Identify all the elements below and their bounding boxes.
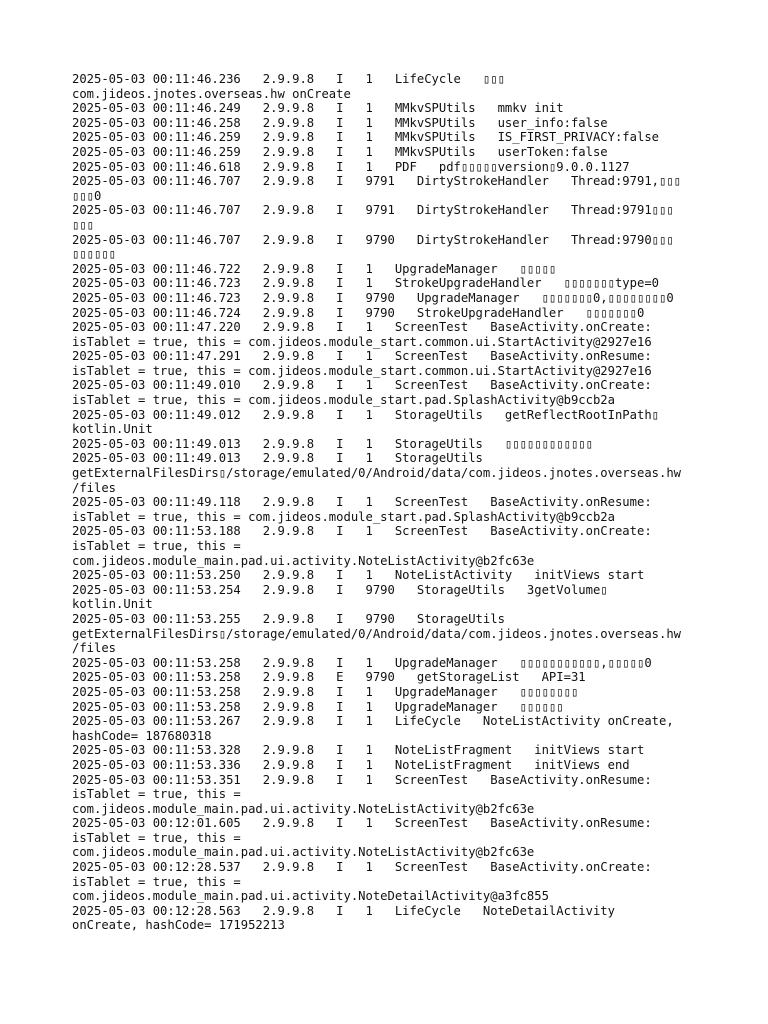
log-document [72,72,712,933]
log-line: 2025-05-03 00:11:46.707 2.9.9.8 I 9790 DirtyStrokeHandler Thread:9790▯▯▯ [72,232,674,247]
log-line: 2025-05-03 00:11:46.723 2.9.9.8 I 9790 UpgradeManager ▯▯▯▯▯▯▯0,▯▯▯▯▯▯▯▯0 [72,290,674,305]
log-line: ▯▯▯▯▯▯ [72,247,117,262]
log-line: 2025-05-03 00:11:53.351 2.9.9.8 I 1 ScreenTest BaseActivity.onResume: [72,772,652,787]
log-line: 2025-05-03 00:11:53.255 2.9.9.8 I 9790 StorageUtils [72,611,505,626]
log-line: 2025-05-03 00:11:49.118 2.9.9.8 I 1 ScreenTest BaseActivity.onResume: [72,495,652,510]
log-line: com.jideos.module_main.pad.ui.activity.NoteListActivity@b2fc63e [72,845,535,860]
log-line: 2025-05-03 00:11:53.250 2.9.9.8 I 1 NoteListActivity initViews start [72,568,645,583]
log-line: 2025-05-03 00:11:46.707 2.9.9.8 I 9791 DirtyStrokeHandler Thread:9791▯▯▯ [72,203,674,218]
log-line: 2025-05-03 00:11:46.723 2.9.9.8 I 1 StrokeUpgradeHandler ▯▯▯▯▯▯▯type=0 [72,276,659,291]
log-lines [72,72,712,933]
log-line: 2025-05-03 00:11:53.258 2.9.9.8 I 1 UpgradeManager ▯▯▯▯▯▯ [72,699,564,714]
log-line: hashCode= 187680318 [72,728,212,743]
log-line: isTablet = true, this = [72,830,241,845]
log-line: 2025-05-03 00:11:46.236 2.9.9.8 I 1 LifeCycle ▯▯▯ [72,72,505,86]
log-line: 2025-05-03 00:11:46.707 2.9.9.8 I 9791 DirtyStrokeHandler Thread:9791,▯▯▯ [72,174,682,189]
log-line: ▯▯▯0 [72,188,102,203]
log-line: 2025-05-03 00:11:46.259 2.9.9.8 I 1 MMkvSPUtils IS_FIRST_PRIVACY:false [72,130,659,145]
log-line: 2025-05-03 00:12:28.563 2.9.9.8 I 1 LifeCycle NoteDetailActivity [72,903,615,918]
log-line: 2025-05-03 00:11:53.188 2.9.9.8 I 1 ScreenTest BaseActivity.onCreate: [72,524,652,539]
log-line: ▯▯▯ [72,217,95,232]
log-line: isTablet = true, this = com.jideos.module_start.common.ui.StartActivity@2927e16 [72,334,652,349]
log-line: isTablet = true, this = com.jideos.module_start.common.ui.StartActivity@2927e16 [72,363,652,378]
log-line: 2025-05-03 00:11:53.336 2.9.9.8 I 1 NoteListFragment initViews end [72,757,630,772]
log-line: 2025-05-03 00:11:53.258 2.9.9.8 I 1 UpgradeManager ▯▯▯▯▯▯▯▯ [72,684,579,699]
log-line: isTablet = true, this = com.jideos.module_start.pad.SplashActivity@b9ccb2a [72,509,615,524]
log-line: 2025-05-03 00:11:53.258 2.9.9.8 E 9790 getStorageList API=31 [72,670,586,685]
log-line: 2025-05-03 00:11:47.291 2.9.9.8 I 1 ScreenTest BaseActivity.onResume: [72,349,652,364]
log-line: getExternalFilesDirs▯/storage/emulated/0/Android/data/com.jideos.jnotes.overseas.hw [72,626,682,641]
log-line: isTablet = true, this = com.jideos.module_start.pad.SplashActivity@b9ccb2a [72,393,615,408]
log-line: 2025-05-03 00:11:49.012 2.9.9.8 I 1 StorageUtils getReflectRootInPath▯ [72,407,659,422]
log-line: kotlin.Unit [72,422,153,437]
log-line: 2025-05-03 00:11:46.249 2.9.9.8 I 1 MMkvSPUtils mmkv init [72,101,564,116]
log-line: com.jideos.jnotes.overseas.hw onCreate [72,86,351,101]
log-line: /files [72,480,117,495]
log-line: 2025-05-03 00:11:49.010 2.9.9.8 I 1 ScreenTest BaseActivity.onCreate: [72,378,652,393]
log-line: isTablet = true, this = [72,787,241,802]
log-line: 2025-05-03 00:11:53.258 2.9.9.8 I 1 UpgradeManager ▯▯▯▯▯▯▯▯▯▯▯,▯▯▯▯▯0 [72,655,652,670]
log-line: 2025-05-03 00:11:53.267 2.9.9.8 I 1 LifeCycle NoteListActivity onCreate, [72,714,674,729]
log-line: 2025-05-03 00:11:49.013 2.9.9.8 I 1 StorageUtils [72,451,483,466]
log-line: 2025-05-03 00:11:46.618 2.9.9.8 I 1 PDF pdf▯▯▯▯▯version▯9.0.0.1127 [72,159,630,174]
log-line: 2025-05-03 00:11:53.254 2.9.9.8 I 9790 StorageUtils 3getVolume▯ [72,582,608,597]
log-line: 2025-05-03 00:12:28.537 2.9.9.8 I 1 ScreenTest BaseActivity.onCreate: [72,860,652,875]
log-line: isTablet = true, this = [72,874,241,889]
log-line: isTablet = true, this = [72,539,241,553]
log-line: onCreate, hashCode= 171952213 [72,918,285,933]
log-line: 2025-05-03 00:11:47.220 2.9.9.8 I 1 ScreenTest BaseActivity.onCreate: [72,320,652,335]
log-line: 2025-05-03 00:11:46.724 2.9.9.8 I 9790 StrokeUpgradeHandler ▯▯▯▯▯▯▯0 [72,305,645,320]
log-line: getExternalFilesDirs▯/storage/emulated/0/Android/data/com.jideos.jnotes.overseas.hw [72,466,682,481]
log-line: 2025-05-03 00:11:46.722 2.9.9.8 I 1 UpgradeManager ▯▯▯▯▯ [72,261,557,276]
log-line: 2025-05-03 00:12:01.605 2.9.9.8 I 1 ScreenTest BaseActivity.onResume: [72,816,652,831]
log-line: 2025-05-03 00:11:49.013 2.9.9.8 I 1 StorageUtils ▯▯▯▯▯▯▯▯▯▯▯▯ [72,436,593,451]
log-line: kotlin.Unit [72,597,153,612]
log-line: com.jideos.module_main.pad.ui.activity.NoteListActivity@b2fc63e [72,553,535,568]
log-line: 2025-05-03 00:11:53.328 2.9.9.8 I 1 NoteListFragment initViews start [72,743,645,758]
log-line: com.jideos.module_main.pad.ui.activity.NoteDetailActivity@a3fc855 [72,889,549,904]
log-line: /files [72,641,117,656]
log-line: 2025-05-03 00:11:46.259 2.9.9.8 I 1 MMkvSPUtils userToken:false [72,144,608,159]
log-line: 2025-05-03 00:11:46.258 2.9.9.8 I 1 MMkvSPUtils user_info:false [72,115,608,130]
log-line: com.jideos.module_main.pad.ui.activity.NoteListActivity@b2fc63e [72,801,535,816]
